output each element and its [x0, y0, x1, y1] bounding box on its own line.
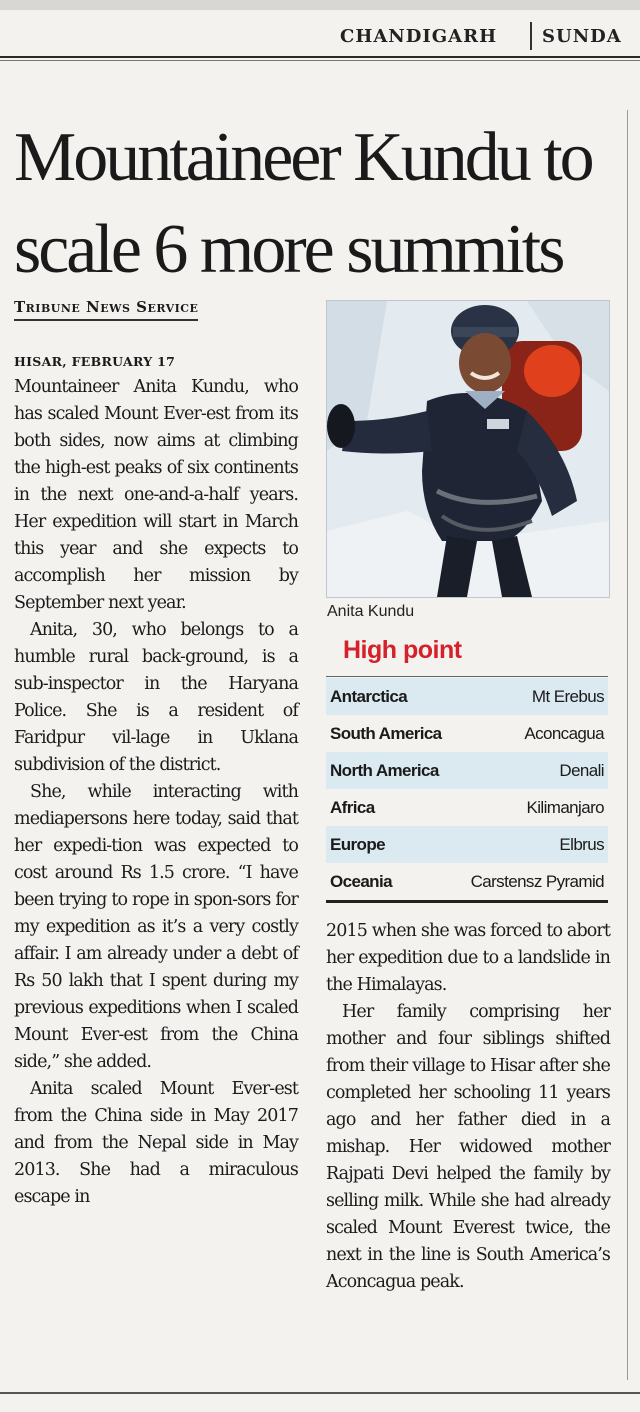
peak-cell: Elbrus [559, 834, 604, 854]
table-row [326, 826, 608, 863]
table-row [326, 789, 608, 826]
paragraph-5: 2015 when she was forced to abort her expedition due to a landslide in the Himalayas. [326, 921, 610, 995]
table-row [326, 752, 608, 789]
photo-anita-kundu [326, 300, 610, 598]
paragraph-2: Anita, 30, who belongs to a humble rural back-ground, is a sub-inspector in the Haryana Police. She is a resident of Faridpur vil-lage in Uklana subdivision of the district. [14, 620, 298, 775]
article-column-1 [14, 354, 298, 1211]
page-bottom-rule [0, 1392, 640, 1394]
table-row [326, 678, 608, 715]
table-row [326, 863, 608, 900]
infobox-table [326, 678, 608, 900]
paragraph-4: Anita scaled Mount Ever-est from the China side in May 2017 and from the Nepal side in May 2013. She had a miraculous escape in [14, 1079, 298, 1207]
paragraph-3: She, while interacting with mediapersons here today, said that her expedi-tion was expected to cost around Rs 1.5 crore. “I have been trying to rope in spon-sors for my expedition as it’s a very costly affair. I am already under a debt of Rs 50 lakh that I spent during my previous expeditions when I scaled Mount Ever-est from the China side,” she added. [14, 782, 298, 1072]
masthead-city: CHANDIGARH [340, 26, 498, 47]
continent-cell: Antarctica [330, 686, 408, 706]
masthead-day: SUNDA [542, 26, 622, 47]
infobox-bottom-rule [326, 900, 608, 903]
continent-cell: South America [330, 723, 442, 743]
masthead [0, 12, 640, 58]
dateline: HISAR, FEBRUARY 17 [14, 354, 176, 369]
peak-cell: Kilimanjaro [526, 797, 604, 817]
continent-cell: Europe [330, 834, 385, 854]
page-top-strip [0, 0, 640, 10]
peak-cell: Denali [559, 760, 604, 780]
peak-cell: Carstensz Pyramid [470, 871, 604, 891]
paragraph-1: Mountaineer Anita Kundu, who has scaled Mount Ever-est from its both sides, now aims at climbing the high-est peaks of six continents in the next one-and-a-half years. Her expedition will start in March this year and she expects to accomplish her mission by September next year. [14, 377, 298, 613]
table-row [326, 715, 608, 752]
masthead-separator [530, 22, 532, 50]
infobox-top-rule [326, 676, 608, 677]
infobox-title: High point [343, 636, 462, 664]
headline-line-1: Mountaineer Kundu to [14, 119, 592, 196]
column-rule-right [627, 110, 628, 1380]
byline: Tribune News Service [14, 298, 198, 321]
continent-cell: Africa [330, 797, 375, 817]
headline-line-2: scale 6 more summits [14, 211, 563, 288]
masthead-rule [0, 60, 640, 61]
mountaineer-photo-illustration [327, 301, 609, 597]
continent-cell: Oceania [330, 871, 392, 891]
continent-cell: North America [330, 760, 439, 780]
photo-caption: Anita Kundu [327, 603, 415, 620]
paragraph-6: Her family comprising her mother and four siblings shifted from their village to Hisar after she completed her schooling 11 years ago and her father died in a mishap. Her widowed mother Rajpati Devi helped the family by selling milk. While she had already scaled Mount Everest twice, the next in the line is South America’s Aconcagua peak. [326, 1002, 610, 1292]
peak-cell: Mt Erebus [531, 686, 604, 706]
adjacent-column-edge [632, 130, 640, 1380]
headline [14, 112, 614, 296]
article-column-2 [326, 918, 610, 1296]
peak-cell: Aconcagua [524, 723, 604, 743]
